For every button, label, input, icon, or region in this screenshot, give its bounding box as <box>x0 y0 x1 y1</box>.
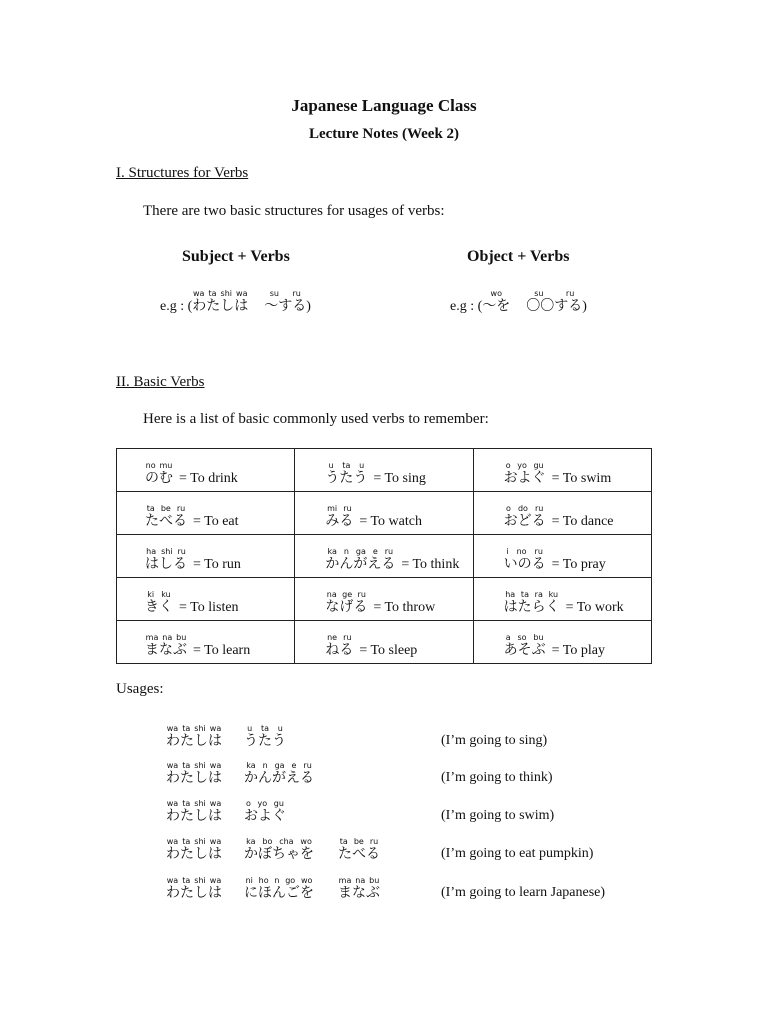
usage-word: わたしはwa ta shi wa <box>166 799 222 824</box>
usage-translation: (I’m going to eat pumpkin) <box>441 846 594 861</box>
usage-word: まなぶma na bu <box>338 876 380 901</box>
usage-translation: (I’m going to swim) <box>441 808 555 823</box>
usage-word: わたしはwa ta shi wa <box>166 837 222 862</box>
verb-meaning: = To learn <box>193 643 251 658</box>
verb-meaning: = To watch <box>359 514 422 529</box>
verb-meaning: = To work <box>565 600 624 615</box>
verb-meaning: = To eat <box>193 514 239 529</box>
verb-kana: なげるna ge ru <box>325 590 368 615</box>
verb-table-row <box>117 449 652 492</box>
example-suffix: ) <box>306 299 311 314</box>
verb-table-row <box>117 578 652 621</box>
example-word-watashiwa: わたしはwa ta shi wa <box>192 289 249 314</box>
usage-word: にほんごをni ho n go wo <box>244 876 314 901</box>
verb-kana: はしるha shi ru <box>145 547 187 572</box>
document-subtitle: Lecture Notes (Week 2) <box>308 126 460 142</box>
usage-word: たべるta be ru <box>338 837 380 862</box>
verb-meaning: = To sing <box>373 471 426 486</box>
usage-word: かんがえるka n ga e ru <box>244 761 314 786</box>
example-word-suru: 〜するsu ru <box>264 289 307 314</box>
verb-kana: のむno mu <box>145 461 173 486</box>
verb-cell <box>473 492 651 535</box>
usage-word: うたうu ta u <box>244 724 286 749</box>
verb-cell <box>473 535 651 578</box>
verb-kana: およぐo yo gu <box>503 461 546 486</box>
verb-kana: たべるta be ru <box>145 504 187 529</box>
verb-cell <box>295 535 473 578</box>
verb-cell <box>117 621 295 664</box>
example-word-marusuru: 〇〇するsu ru <box>526 289 583 314</box>
verb-cell <box>295 621 473 664</box>
verb-kana: おどるo do ru <box>503 504 546 529</box>
example-word-wo: 〜をwo <box>482 289 511 314</box>
verb-meaning: = To sleep <box>359 643 418 658</box>
example-prefix: e.g : ( <box>160 299 193 314</box>
verb-cell <box>295 492 473 535</box>
document-title: Japanese Language Class <box>291 96 477 115</box>
verb-meaning: = To play <box>551 643 605 658</box>
usage-translation: (I’m going to sing) <box>441 733 548 748</box>
verb-cell <box>117 449 295 492</box>
verb-kana: いのるi no ru <box>503 547 546 572</box>
verb-kana: あそぶa so bu <box>503 633 546 658</box>
section-heading-structures: I. Structures for Verbs <box>116 165 249 181</box>
verb-meaning: = To swim <box>551 471 612 486</box>
subject-verbs-heading: Subject + Verbs <box>182 248 290 265</box>
verb-table <box>116 448 652 664</box>
verb-meaning: = To throw <box>373 600 436 615</box>
verb-meaning: = To listen <box>179 600 239 615</box>
section-heading-basic-verbs: II. Basic Verbs <box>116 374 205 390</box>
usage-word: わたしはwa ta shi wa <box>166 761 222 786</box>
usage-word: およぐo yo gu <box>244 799 286 824</box>
object-verbs-heading: Object + Verbs <box>467 248 570 265</box>
usage-word: わたしはwa ta shi wa <box>166 724 222 749</box>
verb-table-row <box>117 535 652 578</box>
verb-cell <box>117 492 295 535</box>
subject-verbs-example <box>160 289 311 315</box>
verb-meaning: = To run <box>193 557 241 572</box>
basic-verbs-intro: Here is a list of basic commonly used verbs to remember: <box>143 411 489 427</box>
example-suffix: ) <box>582 299 587 314</box>
verb-kana: みるmi ru <box>325 504 354 529</box>
object-verbs-example <box>450 289 587 315</box>
usage-word: わたしはwa ta shi wa <box>166 876 222 901</box>
verb-kana: うたうu ta u <box>325 461 368 486</box>
verb-table-row <box>117 621 652 664</box>
verb-meaning: = To think <box>401 557 460 572</box>
verb-cell <box>295 449 473 492</box>
example-prefix: e.g : ( <box>450 299 483 314</box>
verb-cell <box>117 535 295 578</box>
verb-table-row <box>117 492 652 535</box>
verb-cell <box>473 449 651 492</box>
verb-meaning: = To pray <box>551 557 606 572</box>
verb-cell <box>117 578 295 621</box>
usage-translation: (I’m going to think) <box>441 770 553 785</box>
usage-word: かぼちゃをka bo cha wo <box>244 837 314 862</box>
structures-intro: There are two basic structures for usages of verbs: <box>143 203 445 219</box>
verb-meaning: = To drink <box>179 471 238 486</box>
verb-kana: はたらくha ta ra ku <box>503 590 560 615</box>
verb-cell <box>473 621 651 664</box>
verb-cell <box>473 578 651 621</box>
verb-kana: まなぶma na bu <box>145 633 187 658</box>
verb-kana: きくki ku <box>145 590 173 615</box>
verb-cell <box>295 578 473 621</box>
usages-heading: Usages: <box>116 681 164 697</box>
verb-kana: かんがえるka n ga e ru <box>325 547 396 572</box>
verb-meaning: = To dance <box>551 514 614 529</box>
verb-kana: ねるne ru <box>325 633 354 658</box>
usage-translation: (I’m going to learn Japanese) <box>441 885 606 900</box>
